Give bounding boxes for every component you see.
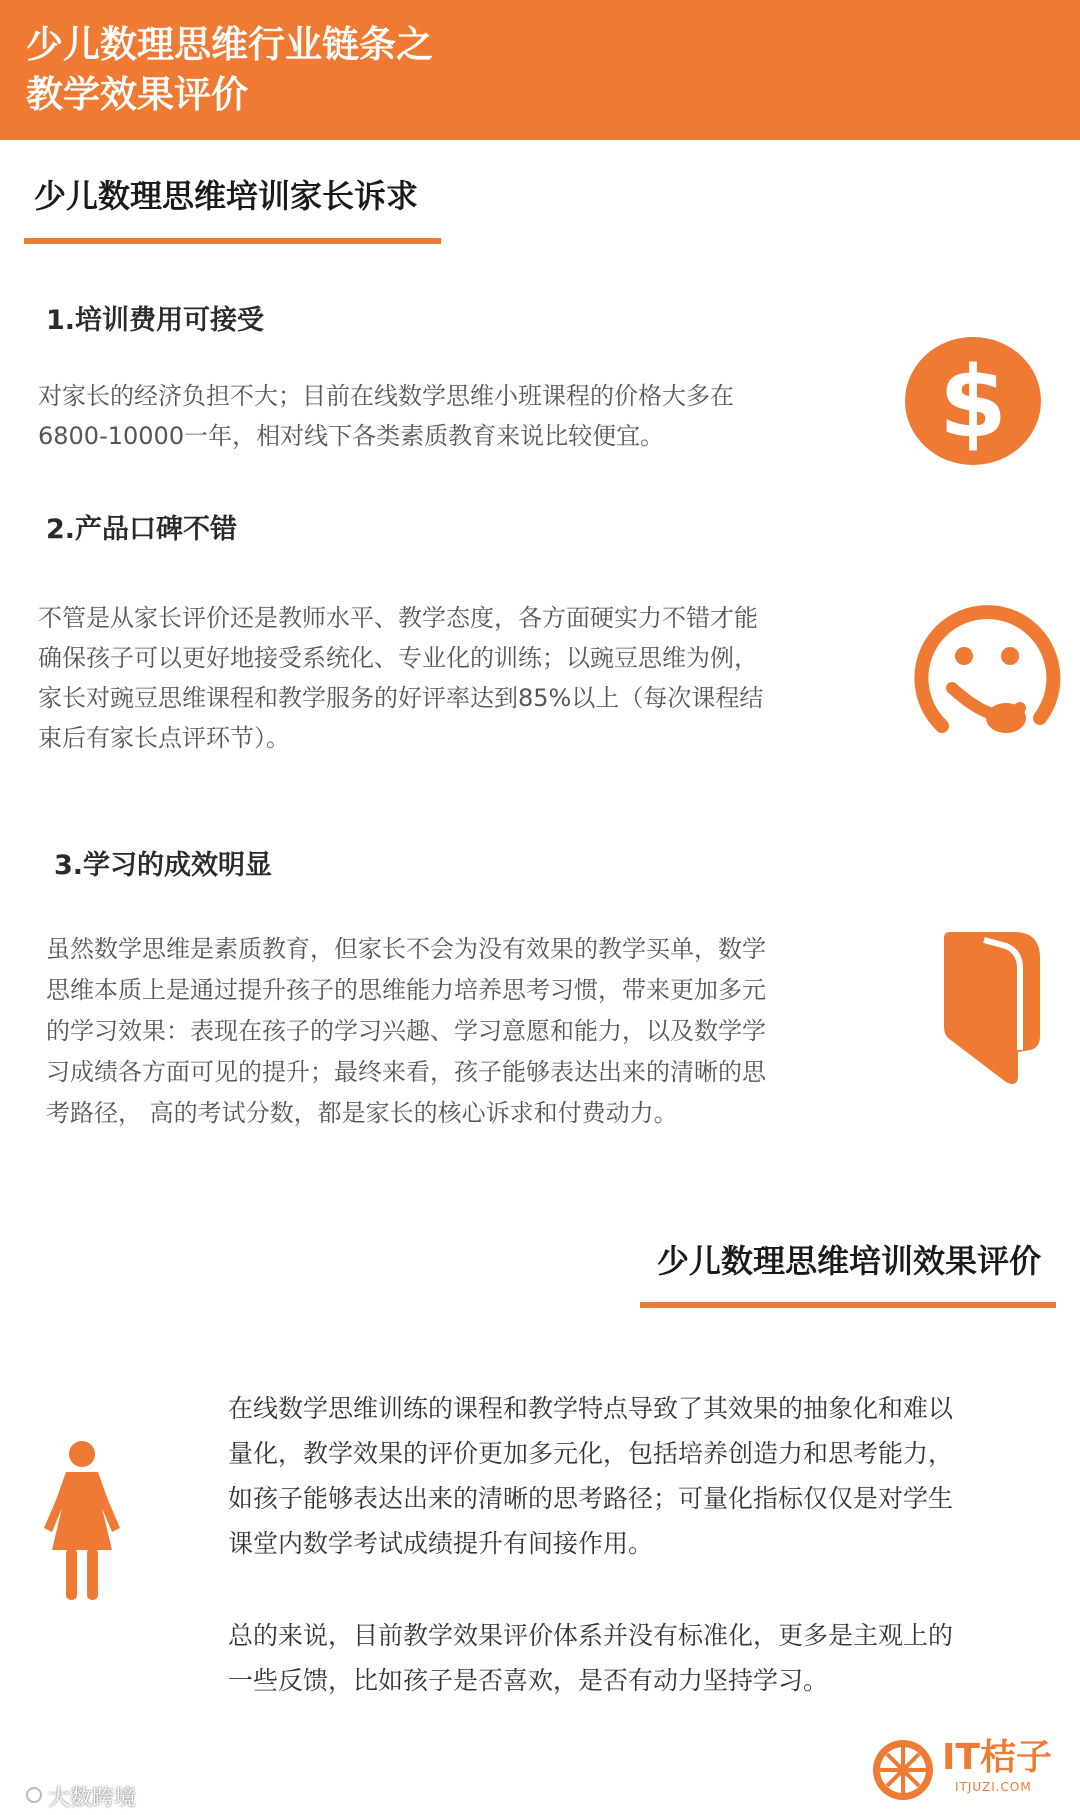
item-title-cost: 1.培训费用可接受: [46, 305, 265, 336]
text-line: 的学习效果：表现在孩子的学习兴趣、学习意愿和能力，以及数学学: [46, 1017, 766, 1045]
smiley-tongue-icon: [912, 596, 1062, 748]
item-text-reputation: [38, 598, 868, 758]
item-title-effect: 3.学习的成效明显: [54, 850, 273, 881]
text-line: 家长对豌豆思维课程和教学服务的好评率达到85%以上（每次课程结: [38, 684, 764, 712]
text-line: 如孩子能够表达出来的清晰的思考路径；可量化指标仅仅是对学生: [228, 1484, 954, 1513]
footer-logo-text: IT桔子: [942, 1737, 1052, 1778]
watermark-text: 大数跨境: [48, 1786, 137, 1811]
text-line: 一些反馈，比如孩子是否喜欢，是否有动力坚持学习。: [228, 1666, 829, 1695]
footer-logo-sub: ITJUZI.COM: [955, 1780, 1032, 1794]
text-line: 束后有家长点评环节）。: [38, 724, 290, 752]
text-line: 考路径， 高的考试分数，都是家长的核心诉求和付费动力。: [46, 1099, 678, 1127]
item-text-effect: [46, 929, 876, 1134]
section-title-underline: [640, 1302, 1056, 1308]
text-line: 在线数学思维训练的课程和教学特点导致了其效果的抽象化和难以: [228, 1394, 954, 1423]
text-line: 对家长的经济负担不大；目前在线数学思维小班课程的价格大多在: [38, 382, 734, 410]
page-title-line-2: 教学效果评价: [26, 73, 248, 116]
page-title-line-1: 少儿数理思维行业链条之: [26, 23, 433, 66]
section-title-evaluation: 少儿数理思维培训效果评价: [657, 1242, 1042, 1280]
svg-text:$: $: [938, 346, 1008, 460]
section-title-parent-demands: 少儿数理思维培训家长诉求: [34, 177, 419, 215]
text-line: 虽然数学思维是素质教育，但家长不会为没有效果的教学买单，数学: [46, 935, 766, 963]
watermark-logo-icon: [10, 1782, 44, 1808]
text-line: 思维本质上是通过提升孩子的思维能力培养思考习惯，带来更加多元: [46, 976, 766, 1004]
evaluation-paragraph-1: [228, 1386, 1058, 1566]
item-text-cost: [38, 376, 858, 456]
text-line: 量化，教学效果的评价更加多元化，包括培养创造力和思考能力，: [228, 1439, 954, 1468]
text-line: 确保孩子可以更好地接受系统化、专业化的训练；以豌豆思维为例，: [38, 644, 758, 672]
text-line: 习成绩各方面可见的提升；最终来看，孩子能够表达出来的清晰的思: [46, 1058, 766, 1086]
text-line: 课堂内数学考试成绩提升有间接作用。: [228, 1529, 654, 1558]
section-title-underline: [24, 238, 441, 244]
text-line: 6800-10000一年，相对线下各类素质教育来说比较便宜。: [38, 422, 665, 450]
evaluation-paragraph-2: [228, 1613, 1058, 1703]
folder-icon: [944, 926, 1046, 1090]
text-line: 总的来说，目前教学效果评价体系并没有标准化，更多是主观上的: [228, 1621, 954, 1650]
item-title-reputation: 2.产品口碑不错: [46, 514, 238, 545]
page-title: [26, 20, 926, 120]
orange-logo-icon: [870, 1737, 936, 1803]
woman-icon: [44, 1440, 120, 1600]
text-line: 不管是从家长评价还是教师水平、教学态度，各方面硬实力不错才能: [38, 604, 758, 632]
dollar-icon: [904, 336, 1042, 466]
